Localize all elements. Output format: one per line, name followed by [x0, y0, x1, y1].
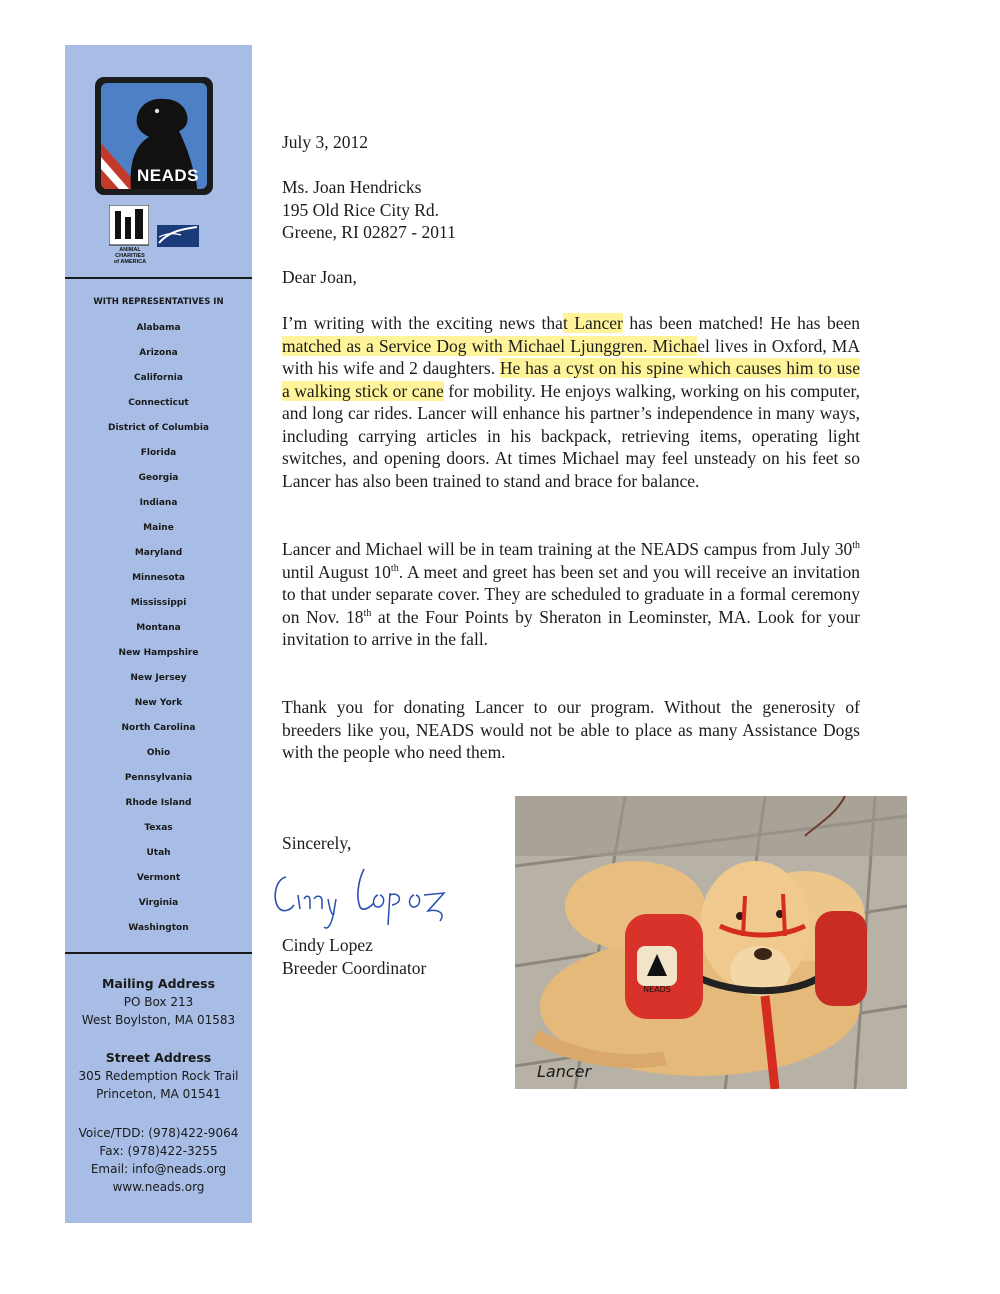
state-item: Pennsylvania	[124, 773, 193, 783]
state-item: Indiana	[139, 498, 178, 508]
state-item: Arizona	[139, 348, 178, 358]
voice-number: Voice/TDD: (978)422-9064	[78, 1126, 239, 1140]
contact-info	[65, 1124, 252, 1196]
state-item: North Carolina	[121, 723, 196, 733]
state-item: Maryland	[134, 548, 183, 558]
salutation: Dear Joan,	[282, 267, 357, 287]
state-item: Florida	[140, 448, 177, 458]
paragraph-2: Lancer and Michael will be in team training at the NEADS campus from July 30th until August 10th. A meet and greet has been set and you will receive an invitation to that under separate cover. They are scheduled to graduate in a formal ceremony on Nov. 18th at the Four Points by Sheraton in Leominster, MA. Look for your invitation to arrive in the fall.	[282, 539, 860, 649]
closing: Sincerely,	[282, 833, 352, 853]
state-item: Ohio	[146, 748, 171, 758]
state-item: Utah	[146, 848, 171, 858]
website: www.neads.org	[112, 1180, 205, 1194]
state-item: Vermont	[136, 873, 181, 883]
state-item: Georgia	[138, 473, 179, 483]
handwritten-signature	[268, 855, 468, 935]
highlighted-text: matched as a Service Dog with Michael Ljunggren. Micha	[282, 335, 698, 356]
state-item: Washington	[128, 923, 189, 933]
state-item: Alabama	[136, 323, 181, 333]
state-item: New York	[134, 698, 183, 708]
mailing-address-line: PO Box 213	[123, 995, 194, 1009]
street-address-line: Princeton, MA 01541	[96, 1087, 221, 1101]
highlighted-text: He has a cyst on his spine which causes him to use a walking stick or cane	[282, 358, 860, 401]
representatives-heading: WITH REPRESENTATIVES IN	[93, 297, 224, 307]
state-item: New Hampshire	[118, 648, 199, 658]
cfc-logo-icon	[157, 225, 199, 247]
pack-label: NEADS	[643, 985, 671, 994]
state-item: California	[134, 373, 183, 383]
mailing-address	[65, 975, 252, 1029]
signer-title: Breeder Coordinator	[282, 957, 427, 978]
street-address	[65, 1049, 252, 1103]
highlighted-text: t Lancer	[562, 313, 623, 333]
states-list	[65, 321, 252, 946]
mailing-address-line: West Boylston, MA 01583	[81, 1013, 236, 1027]
divider	[65, 277, 252, 279]
letter-date: July 3, 2012	[282, 132, 369, 152]
state-item: Mississippi	[130, 598, 187, 608]
signature-block	[282, 934, 502, 979]
state-item: Rhode Island	[125, 798, 192, 808]
state-item: Connecticut	[128, 398, 189, 408]
state-item: New Jersey	[130, 673, 187, 683]
state-item: District of Columbia	[108, 423, 209, 433]
recipient-address	[282, 176, 860, 244]
recipient-street: 195 Old Rice City Rd.	[282, 199, 440, 220]
state-item: Texas	[144, 823, 173, 833]
paragraph-1: I’m writing with the exciting news that Lancer has been matched! He has been matched as a Service Dog with Michael Ljunggren. Michael lives in Oxford, MA with his wife and 2 daughters. He has a cyst on his spine which causes him to use a walking stick or cane for mobility. He enjoys walking, working on his computer, and long car rides. Lancer will enhance his partner’s independence in many ways, including carrying articles in his backpack, retrieving items, operating light switches, and opening doors. At times Michael may feel unsteady on his feet so Lancer has also been trained to stand and brace for balance.	[282, 313, 860, 491]
state-item: Virginia	[138, 898, 179, 908]
dog-photo	[515, 796, 907, 1089]
neads-logo	[95, 77, 213, 195]
recipient-city: Greene, RI 02827 - 2011	[282, 222, 456, 242]
state-item: Montana	[136, 623, 181, 633]
recipient-name: Ms. Joan Hendricks	[282, 177, 422, 197]
fax-number: Fax: (978)422-3255	[99, 1144, 218, 1158]
divider	[65, 952, 252, 954]
street-address-line: 305 Redemption Rock Trail	[78, 1069, 239, 1083]
lancer-dog-photo-icon	[515, 796, 907, 1089]
signer-name: Cindy Lopez	[282, 935, 373, 955]
state-item: Minnesota	[132, 573, 185, 583]
state-item: Maine	[143, 523, 174, 533]
logo-wordmark: NEADS	[136, 166, 199, 185]
street-address-heading: Street Address	[105, 1050, 212, 1065]
email-address: Email: info@neads.org	[90, 1162, 227, 1176]
mailing-address-heading: Mailing Address	[101, 976, 216, 991]
charity-logo-text: ANIMAL CHARITIES of AMERICA	[113, 247, 147, 265]
paragraph-3: Thank you for donating Lancer to our program. Without the generosity of breeders like you, NEADS would not be able to place as many Assistance Dogs with the people who need them.	[282, 697, 860, 762]
letterhead-sidebar	[65, 45, 252, 1223]
photo-caption: Lancer	[537, 1062, 592, 1081]
